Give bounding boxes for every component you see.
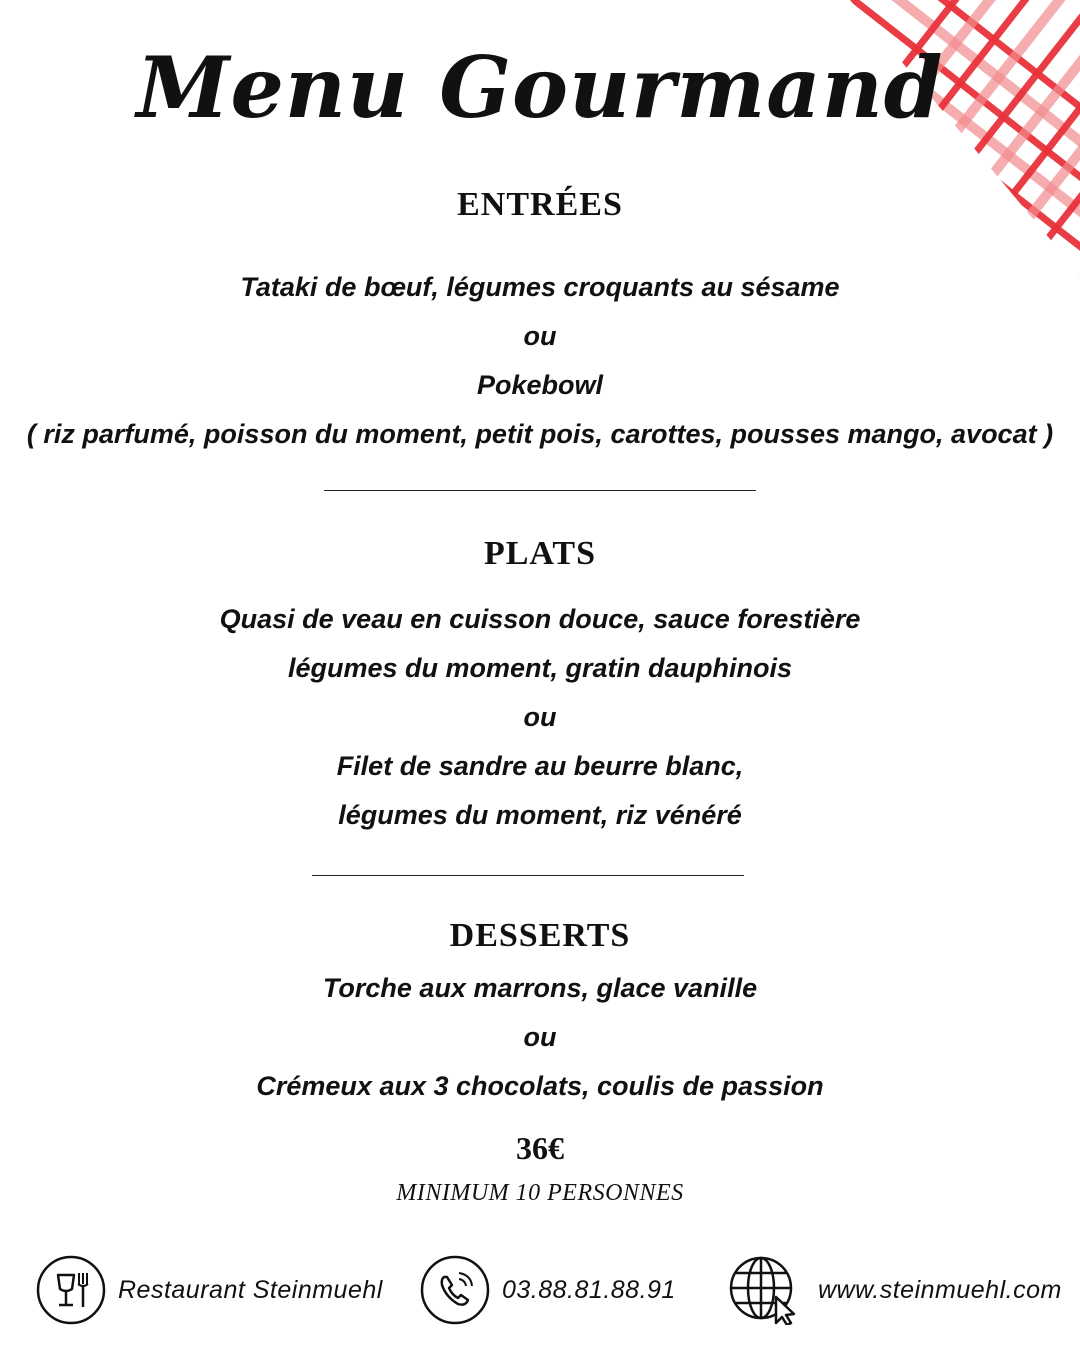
website-link[interactable]: www.steinmuehl.com [818, 1275, 1062, 1304]
footer-restaurant [36, 1254, 383, 1326]
entree-separator-ou: ou [523, 321, 557, 351]
menu-title: Menu Gourmand [136, 38, 944, 137]
plat-dish-2-line-1: Filet de sandre au beurre blanc, [336, 751, 744, 781]
dessert-separator-ou: ou [523, 1022, 557, 1052]
menu-price: 36€ [516, 1130, 564, 1166]
section-heading-plats: PLATS [483, 535, 597, 572]
footer-website [728, 1254, 1062, 1326]
phone-icon [420, 1255, 490, 1325]
plat-dish-1-line-1: Quasi de veau en cuisson douce, sauce forestière [219, 604, 861, 634]
phone-number[interactable]: 03.88.81.88.91 [502, 1275, 676, 1304]
section-divider [312, 875, 744, 876]
section-heading-entrees: ENTRÉES [457, 186, 623, 223]
entree-dish-1: Tataki de bœuf, légumes croquants au sésame [240, 272, 840, 302]
plat-separator-ou: ou [523, 702, 557, 732]
footer-phone [420, 1254, 676, 1326]
restaurant-name: Restaurant Steinmuehl [118, 1275, 383, 1304]
cutlery-glass-icon [36, 1255, 106, 1325]
dessert-dish-2: Crémeux aux 3 chocolats, coulis de passion [256, 1071, 824, 1101]
section-divider [324, 490, 756, 491]
plat-dish-1-line-2: légumes du moment, gratin dauphinois [287, 653, 793, 683]
plat-dish-2-line-2: légumes du moment, riz vénéré [338, 800, 742, 830]
section-heading-desserts: DESSERTS [449, 917, 631, 954]
minimum-persons-note: MINIMUM 10 PERSONNES [396, 1180, 684, 1206]
entree-dish-2-details: ( riz parfumé, poisson du moment, petit pois, carottes, pousses mango, avocat ) [26, 419, 1054, 449]
dessert-dish-1: Torche aux marrons, glace vanille [322, 973, 758, 1003]
globe-cursor-icon [728, 1255, 798, 1325]
entree-dish-2: Pokebowl [476, 370, 604, 400]
